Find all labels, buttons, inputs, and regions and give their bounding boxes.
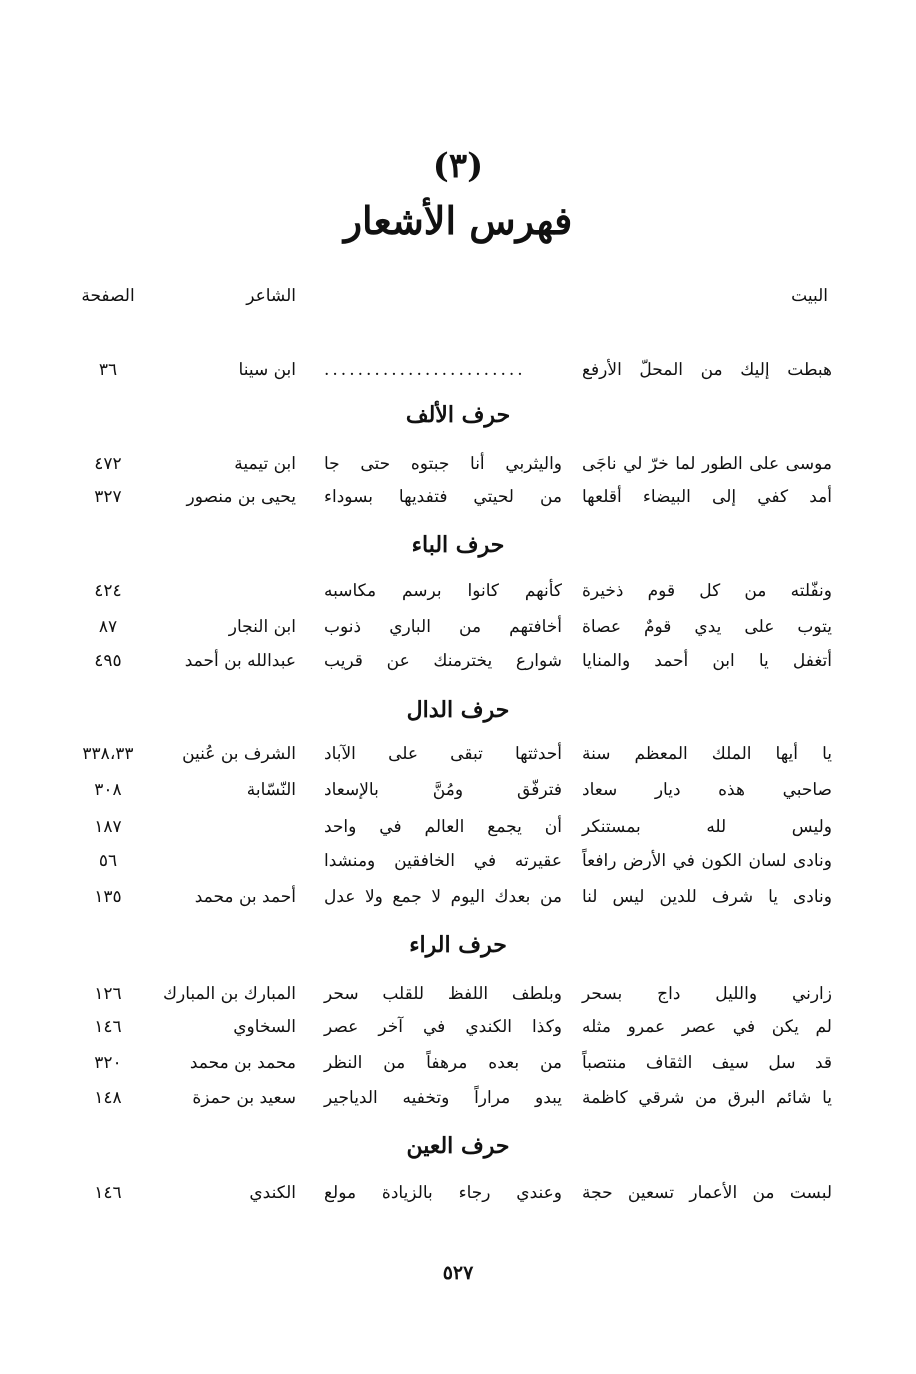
section-heading: حرف الألف: [405, 402, 511, 428]
table-row: [0, 1053, 916, 1085]
table-row: [0, 1017, 916, 1049]
section-heading: حرف الدال: [406, 697, 510, 723]
page-ref: ١٤٨: [94, 1088, 122, 1108]
verse-first-hemistich: لبست من الأعمار تسعين حجة: [582, 1183, 832, 1203]
chapter-number: (٣): [432, 146, 484, 186]
page-number: ٥٢٧: [442, 1262, 474, 1284]
verse-second-hemistich: عقيرته في الخافقين ومنشدا: [324, 851, 562, 871]
table-row: [0, 780, 916, 812]
verse-first-hemistich: يتوب على يدي قومٌ عصاة: [582, 617, 832, 637]
verse-first-hemistich: لم يكن في عصر عمرو مثله: [582, 1017, 832, 1037]
verse-second-hemistich: واليثربي أنا جبتوه حتى جا: [324, 454, 562, 474]
page-ref: ١٤٦: [94, 1183, 122, 1203]
verse-second-hemistich: ........................: [324, 360, 526, 380]
page-ref: ١٢٦: [94, 984, 122, 1004]
verse-second-hemistich: كأنهم كانوا برسم مكاسبه: [324, 581, 562, 601]
table-row: [0, 1088, 916, 1120]
verse-first-hemistich: ونادى يا شرف للدين ليس لنا: [582, 887, 832, 907]
section-heading: حرف العين: [406, 1133, 510, 1159]
table-row: [0, 617, 916, 649]
poet-name: ابن النجار: [228, 617, 296, 637]
table-row: [0, 487, 916, 519]
page-ref: ٥٦: [98, 851, 118, 871]
verse-first-hemistich: أمد كفي إلى البيضاء أقلعها: [582, 487, 832, 507]
table-row: [0, 744, 916, 776]
verse-second-hemistich: شوارع يخترمنك عن قريب: [324, 651, 562, 671]
table-row: [0, 360, 916, 392]
verse-first-hemistich: زارني والليل داج بسحر: [582, 984, 832, 1004]
page-ref: ٣٦: [98, 360, 118, 380]
poet-name: محمد بن محمد: [189, 1053, 296, 1073]
verse-second-hemistich: وكذا الكندي في آخر عصر: [324, 1017, 562, 1037]
poet-name: ابن سينا: [238, 360, 296, 380]
verse-second-hemistich: فترفّق ومُنَّ بالإسعاد: [324, 780, 562, 800]
table-row: [0, 817, 916, 849]
verse-first-hemistich: موسى على الطور لما خرّ لي ناجَى: [582, 454, 832, 474]
poet-name: الشرف بن عُنين: [182, 744, 296, 764]
page-ref: ٤٩٥: [94, 651, 122, 671]
verse-first-hemistich: أتغفل يا ابن أحمد والمنايا: [582, 651, 832, 671]
table-row: [0, 851, 916, 883]
verse-first-hemistich: ونادى لسان الكون في الأرض رافعاً: [582, 851, 832, 871]
verse-second-hemistich: من بعدك اليوم لا جمع ولا عدل: [324, 887, 562, 907]
table-row: [0, 984, 916, 1016]
page-ref: ٣٠٨: [94, 780, 122, 800]
table-row: [0, 454, 916, 486]
verse-second-hemistich: من بعده مرهفاً من النظر: [324, 1053, 562, 1073]
poet-name: ابن تيمية: [234, 454, 296, 474]
page-ref: ٤٧٢: [94, 454, 122, 474]
poet-name: عبدالله بن أحمد: [184, 651, 296, 671]
page-ref: ١٨٧: [94, 817, 122, 837]
verse-first-hemistich: يا أيها الملك المعظم سنة: [582, 744, 832, 764]
page-ref: ٨٧: [98, 617, 118, 637]
poet-name: النّسّابة: [246, 780, 296, 800]
verse-first-hemistich: ونفّلته من كل قوم ذخيرة: [582, 581, 832, 601]
verse-first-hemistich: وليس لله بمستنكر: [582, 817, 832, 837]
page-title: فهرس الأشعار: [343, 198, 573, 243]
verse-second-hemistich: وبلطف اللفظ للقلب سحر: [324, 984, 562, 1004]
verse-second-hemistich: أن يجمع العالم في واحد: [324, 817, 562, 837]
poet-name: يحيى بن منصور: [186, 487, 296, 507]
page-ref: ٣٣٨،٣٣: [82, 744, 134, 764]
poet-name: الكندي: [249, 1183, 296, 1203]
table-row: [0, 651, 916, 683]
verse-second-hemistich: وعندي رجاء بالزيادة مولع: [324, 1183, 562, 1203]
verse-second-hemistich: أحدثتها تبقى على الآباد: [324, 744, 562, 764]
poet-name: المبارك بن المبارك: [162, 984, 296, 1004]
verse-first-hemistich: يا شائم البرق من شرقي كاظمة: [582, 1088, 832, 1108]
column-header-page: الصفحة: [81, 286, 135, 306]
section-heading: حرف الراء: [409, 932, 507, 958]
section-heading: حرف الباء: [411, 532, 505, 558]
page-ref: ١٣٥: [94, 887, 122, 907]
verse-first-hemistich: قد سل سيف الثقاف منتصباً: [582, 1053, 832, 1073]
poet-name: سعيد بن حمزة: [192, 1088, 296, 1108]
verse-first-hemistich: هبطت إليك من المحلّ الأرفع: [582, 360, 832, 380]
column-header-poet: الشاعر: [246, 286, 296, 306]
page-ref: ٣٢٧: [94, 487, 122, 507]
column-header-verse: البيت: [791, 286, 828, 306]
table-row: [0, 887, 916, 919]
table-row: [0, 581, 916, 613]
verse-second-hemistich: أخافتهم من الباري ذنوب: [324, 617, 562, 637]
poet-name: أحمد بن محمد: [194, 887, 296, 907]
page-ref: ٣٢٠: [94, 1053, 122, 1073]
verse-first-hemistich: صاحبي هذه ديار سعاد: [582, 780, 832, 800]
table-row: [0, 1183, 916, 1215]
page-ref: ٤٢٤: [94, 581, 122, 601]
verse-second-hemistich: من لحيتي فتفديها بسوداء: [324, 487, 562, 507]
poet-name: السخاوي: [233, 1017, 296, 1037]
page-ref: ١٤٦: [94, 1017, 122, 1037]
verse-second-hemistich: يبدو مراراً وتخفيه الدياجير: [324, 1088, 562, 1108]
